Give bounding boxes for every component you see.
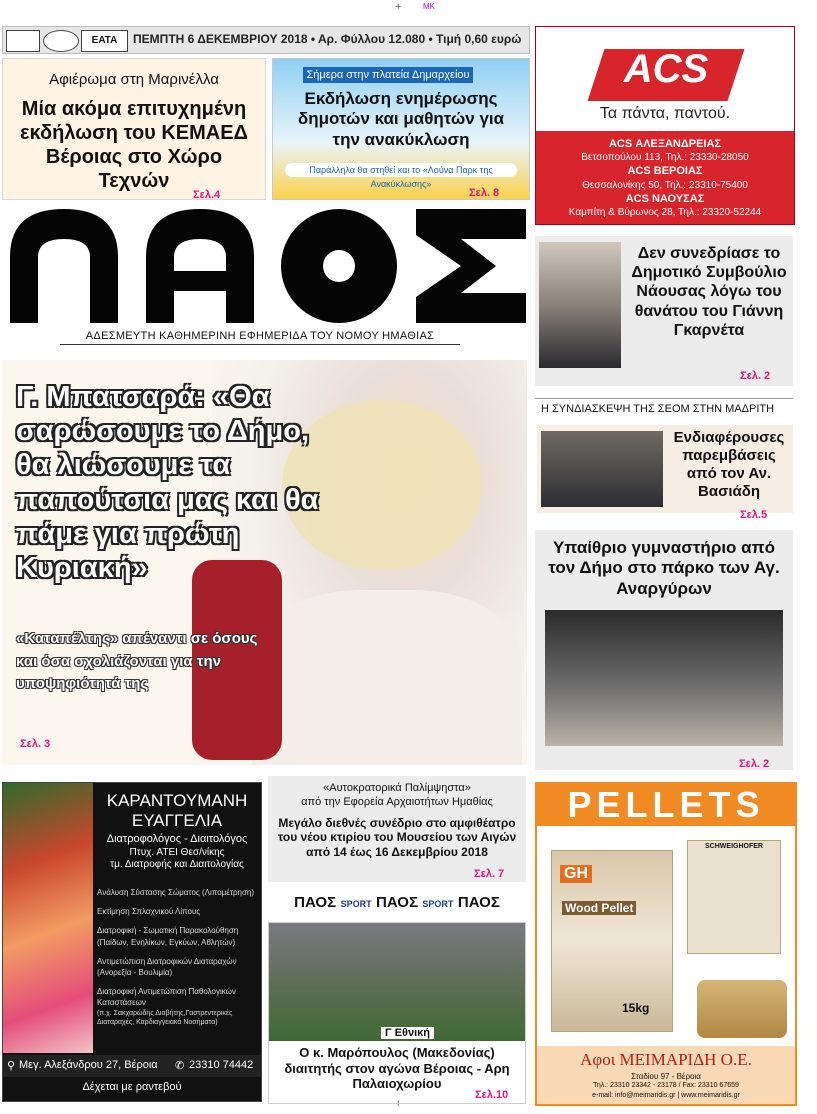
phone-icon: ✆ [175, 1060, 185, 1072]
referee-photo [269, 923, 525, 1041]
story-naousa-council[interactable] [535, 236, 793, 386]
story-kicker: Η ΣΥΝΔΙΑΣΚΕΨΗ ΤΗΣ ΣΕΟΜ ΣΤΗΝ ΜΑΔΡΙΤΗ [541, 403, 775, 415]
story-headline: Δεν συνεδρίασε το Δημοτικό Συμβούλιο Νάουσας λόγω του θανάτου του Γιάννη Γκαρνέτα [631, 245, 787, 339]
acs-advert[interactable] [535, 26, 795, 225]
pellet-stack [697, 980, 787, 1038]
sport-bar [268, 894, 526, 912]
publisher-logo [6, 30, 40, 52]
ad-cred: Πτυχ. ΑΤΕΙ Θεσ/νίκης [129, 847, 225, 858]
teaser-marinella[interactable] [2, 58, 266, 200]
page-ref: Σελ.5 [740, 509, 768, 521]
pellet-bag-schweighofer [687, 840, 781, 954]
seal-logo [43, 30, 79, 52]
teaser-headline: Μία ακόμα επιτυχημένη εκδήλωση του ΚΕΜΑΕΔ Βέροιας στο Χώρο Τεχνών [20, 98, 248, 192]
acs-slogan: Τα πάντα, παντού. [599, 105, 731, 122]
story-museum-conference[interactable] [268, 776, 526, 882]
service-item: (π.χ. Σακχαρώδης Διαβήτης,Γαστρεντερικές Διαταραχές, Καρδιαγγειακά Νοσήματα) [97, 1009, 233, 1027]
ad-contact-bar [3, 1055, 261, 1077]
lead-subheadline: «Καταπέλτης» απέναντι σε όσους και όσα σχολιάζονται για την υποψηφιότητά της [16, 630, 258, 692]
acs-branch: ACS ΒΕΡΟΙΑΣ Θεσσαλονίκης 50, Τηλ.: 23310-75400 [582, 165, 748, 191]
page-ref: Σελ. 2 [739, 758, 770, 770]
lead-story-batsara[interactable] [2, 360, 527, 765]
pellet-bag-gh [551, 850, 673, 1032]
masthead-letters [6, 205, 531, 325]
date-bar [2, 26, 530, 54]
story-headline: Μεγάλο διεθνές συνέδριο στο αμφιθέατρο του νέου κτιρίου του Μουσείου των Αιγών από 14 έως 16 Δεκεμβρίου 2018 [277, 816, 517, 859]
acs-branch: ACS ΝΑΟΥΣΑΣ Καμπίτη & Βύρωνος 28, Τηλ.: 23320-52244 [568, 192, 762, 218]
acs-branches [536, 137, 794, 219]
cmyk-mark: MK [423, 2, 435, 11]
ad-role: Διατροφολόγος - Διαιτολόγος [106, 833, 248, 845]
sport-bar-item: SPORT [422, 899, 454, 909]
ad-services [97, 887, 257, 1028]
bag-product: Wood Pellet [562, 901, 636, 915]
company-web: e-mail: info@meimaridis.gr | www.meimaridis.gr [592, 1092, 740, 1099]
service-item: Εκτίμηση Σπλαχνικού Λίπους [97, 907, 201, 917]
acs-branch: ACS ΑΛΕΞΑΝΔΡΕΙΑΣ Βετσοπούλου 113, Τηλ.: 23330-28050 [581, 138, 749, 164]
page-ref: Σελ. 7 [474, 868, 505, 880]
masthead-tagline: ΑΔΕΣΜΕΥΤΗ ΚΑΘΗΜΕΡΙΝΗ ΕΦΗΜΕΡΙΔΑ ΤΟΥ ΝΟΜΟΥ ΗΜΑΘΙΑΣ [60, 330, 460, 345]
teaser-recycling[interactable] [272, 58, 530, 200]
bag-brand: GH [560, 865, 592, 883]
sport-bar-item: SPORT [340, 899, 372, 909]
page-ref: Σελ.10 [475, 1089, 509, 1101]
teaser-headline: Εκδήλωση ενημέρωσης δημοτών και μαθητών για την ανακύκλωση [297, 89, 505, 149]
sport-bar-item: ΠΑΟΣ [457, 894, 500, 911]
pellets-footer [537, 1046, 795, 1104]
page-ref: Σελ. 3 [20, 738, 51, 750]
sport-bar-item: ΠΑΟΣ [294, 894, 337, 911]
bag-brand-2: SCHWEIGHOFER [705, 843, 763, 850]
company-contact: Τηλ.: 23310 23342 - 23178 / Fax: 23310 67659 [593, 1082, 739, 1089]
nutritionist-advert[interactable] [2, 782, 262, 1102]
story-headline: Ο κ. Μαρόπουλος (Μακεδονίας) διαιτητής στον αγώνα Βέροιας - Αρη Παλαιοχωρίου [284, 1045, 510, 1092]
acs-logo: ACS [623, 47, 709, 91]
story-kicker: «Αυτοκρατορικά Παλίμψηστα» [323, 782, 471, 794]
story-headline: Ενδιαφέρουσες παρεμβάσεις από τον Αν. Βασιάδη [673, 429, 785, 500]
ad-address: Μεγ. Αλεξάνδρου 27, Βέροια [19, 1059, 158, 1071]
service-item: Διατροφική - Σωματική Παρακολούθηση (Παίδων, Ενηλίκων, Εγκύων, Αθλητών) [97, 926, 239, 947]
story-headline: Υπαίθριο γυμναστήριο από τον Δήμο στο πάρκο των Αγ. Αναργύρων [548, 538, 780, 598]
teaser-kicker: Σήμερα στην πλατεία Δημαρχείου [303, 67, 473, 83]
map-pin-icon: ⚲ [7, 1060, 16, 1072]
letter-sigma [416, 209, 526, 323]
story-referee[interactable] [268, 922, 526, 1104]
ad-note: Δέχεται με ραντεβού [82, 1081, 182, 1093]
registration-mark: + [395, 1, 402, 13]
ad-name: ΚΑΡΑΝΤΟΥΜΑΝΗ [106, 791, 248, 810]
sport-bar-item: ΠΑΟΣ [376, 894, 418, 911]
gym-photo [545, 610, 783, 746]
registration-mark-bottom: + [395, 1098, 402, 1110]
issue-date: ΠΕΜΠΤΗ 6 ΔΕΚΕΜΒΡΙΟΥ 2018 • Αρ. Φύλλου 12.080 • Τιμή 0,60 ευρώ [133, 32, 522, 46]
service-item: Αντιμετώπιση Διατροφικών Διαταραχών (Ανορεξία - Βουλιμία) [97, 956, 237, 977]
pellets-advert[interactable] [535, 782, 797, 1106]
page-ref: Σελ. 8 [469, 187, 500, 199]
teaser-caption: Παράλληλα θα στηθεί και το «Λούνα Παρκ της Ανακύκλωσης» [285, 163, 517, 177]
letter-alpha [146, 209, 254, 323]
lead-headline: Γ. Μπατσαρά: «Θα σαρώσουμε το Δήμο, θα λιώσουμε τα παπούτσια μας και θα πάμε για πρώτη Κυριακή» [16, 381, 319, 585]
teaser-kicker: Αφιέρωμα στη Μαρινέλλα [49, 71, 219, 88]
conference-photo [541, 431, 663, 507]
company-name: Αφοι ΜΕΙΜΑΡΙΔΗ Ο.Ε. [580, 1050, 752, 1069]
ad-name-2: ΕΥΑΓΓΕΛΙΑ [131, 811, 223, 830]
letter-pi [10, 209, 118, 323]
service-item: Διατροφική Αντιμετώπιση Παθολογικών Καταστάσεων [97, 987, 236, 1008]
ad-phone: 23310 74442 [189, 1059, 254, 1071]
pellets-title: PELLETS [537, 784, 795, 826]
page-ref: Σελ. 2 [740, 370, 771, 382]
sweater-area [252, 590, 522, 765]
ad-cred-2: τμ. Διατροφής και Διαιτολογίας [110, 859, 244, 870]
story-gym[interactable] [535, 530, 793, 770]
story-kicker-2: από την Εφορεία Αρχαιοτήτων Ημαθίας [301, 796, 493, 808]
story-seom[interactable] [535, 398, 793, 523]
service-item: Ανάλυση Σύστασης Σώματος (Λιπομέτρηση) [97, 888, 255, 897]
masthead-logo [6, 205, 531, 335]
fruit-image [3, 783, 93, 1053]
portrait-photo [539, 242, 621, 368]
page-ref: Σελ.4 [193, 189, 221, 201]
eata-logo: ΕΑΤΑ [81, 30, 128, 52]
company-address: Σταδίου 97 - Βέροια [631, 1072, 701, 1081]
story-label: Γ Εθνική [381, 1027, 434, 1039]
bag-weight: 15kg [622, 1001, 650, 1015]
